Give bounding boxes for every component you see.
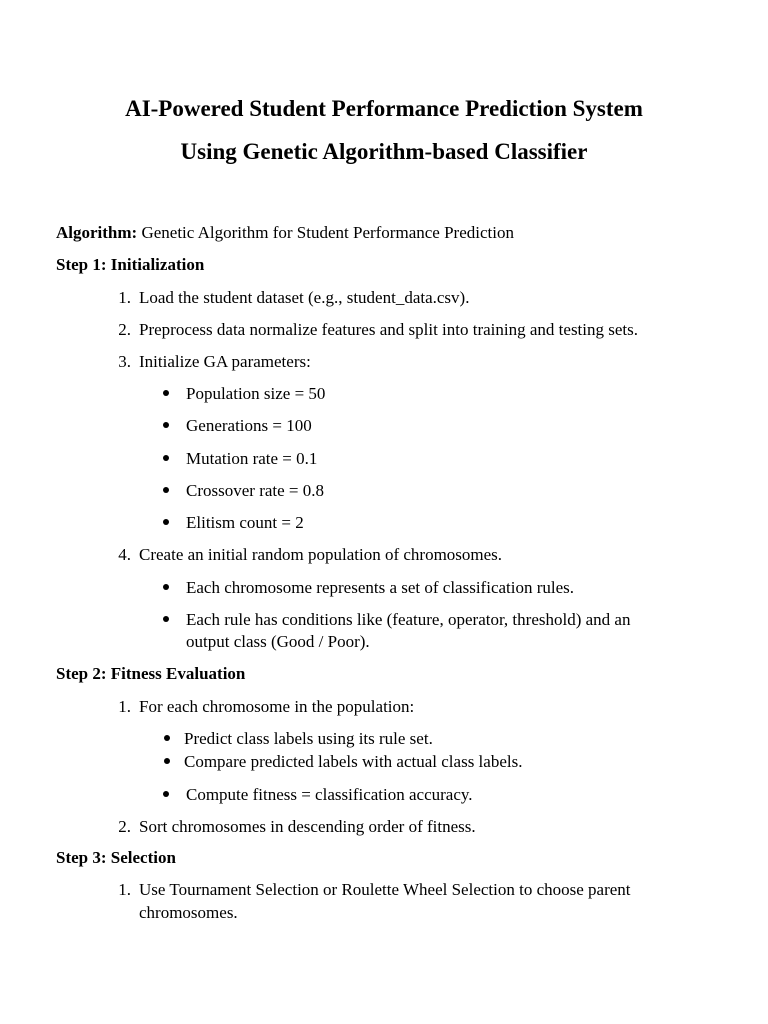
predict-bullet: Predict class labels using its rule set. xyxy=(184,729,433,748)
step-1-item-4-number: 4. xyxy=(118,545,131,564)
step-2-item-2-number: 2. xyxy=(118,817,131,836)
step-3-heading: Step 3: Selection xyxy=(56,848,176,867)
param-population-size: Population size = 50 xyxy=(186,384,326,403)
step-1-item-4-text: Create an initial random population of chromosomes. xyxy=(139,545,503,564)
bullet-dot xyxy=(163,390,169,396)
step-2-item-1-number: 1. xyxy=(118,697,131,716)
bullet-dot xyxy=(163,455,169,461)
step-1-heading: Step 1: Initialization xyxy=(56,255,205,274)
bullet-dot xyxy=(163,487,169,493)
algorithm-text: Genetic Algorithm for Student Performance Prediction xyxy=(137,223,514,242)
param-generations: Generations = 100 xyxy=(186,416,312,435)
fitness-bullet: Compute fitness = classification accuracy. xyxy=(186,785,473,804)
bullet-dot xyxy=(163,791,169,797)
rule-bullet-line-2: output class (Good / Poor). xyxy=(186,632,370,651)
bullet-dot xyxy=(164,758,170,764)
document-title-line-1: AI-Powered Student Performance Prediction System xyxy=(125,96,643,121)
step-1-item-3-text: Initialize GA parameters: xyxy=(139,352,311,371)
algorithm-line xyxy=(56,222,514,244)
param-elitism-count: Elitism count = 2 xyxy=(186,513,304,532)
chromosome-bullet: Each chromosome represents a set of classification rules. xyxy=(186,578,575,597)
step-2-heading: Step 2: Fitness Evaluation xyxy=(56,664,246,683)
bullet-dot xyxy=(163,422,169,428)
step-2-item-2-text: Sort chromosomes in descending order of fitness. xyxy=(139,817,476,836)
param-mutation-rate: Mutation rate = 0.1 xyxy=(186,449,318,468)
param-crossover-rate: Crossover rate = 0.8 xyxy=(186,481,325,500)
step-1-item-1-number: 1. xyxy=(118,288,131,307)
rule-bullet-line-1: Each rule has conditions like (feature, operator, threshold) and an xyxy=(186,610,631,629)
compare-bullet: Compare predicted labels with actual class labels. xyxy=(184,752,523,771)
step-1-item-3-number: 3. xyxy=(118,352,131,371)
step-3-item-1-number: 1. xyxy=(118,880,131,899)
step-1-item-2-number: 2. xyxy=(118,320,131,339)
step-1-item-2-text: Preprocess data normalize features and split into training and testing sets. xyxy=(139,320,639,339)
algorithm-label: Algorithm: xyxy=(56,223,138,242)
step-3-item-1-text-line-2: chromosomes. xyxy=(139,903,238,922)
step-1-item-1-text: Load the student dataset (e.g., student_data.csv). xyxy=(139,288,470,307)
step-3-item-1-text-line-1: Use Tournament Selection or Roulette Wheel Selection to choose parent xyxy=(139,880,631,899)
bullet-dot xyxy=(163,616,169,622)
bullet-dot xyxy=(163,584,169,590)
document-title-line-2: Using Genetic Algorithm-based Classifier xyxy=(180,139,588,164)
bullet-dot xyxy=(164,735,170,741)
bullet-dot xyxy=(163,519,169,525)
step-2-item-1-text: For each chromosome in the population: xyxy=(139,697,415,716)
